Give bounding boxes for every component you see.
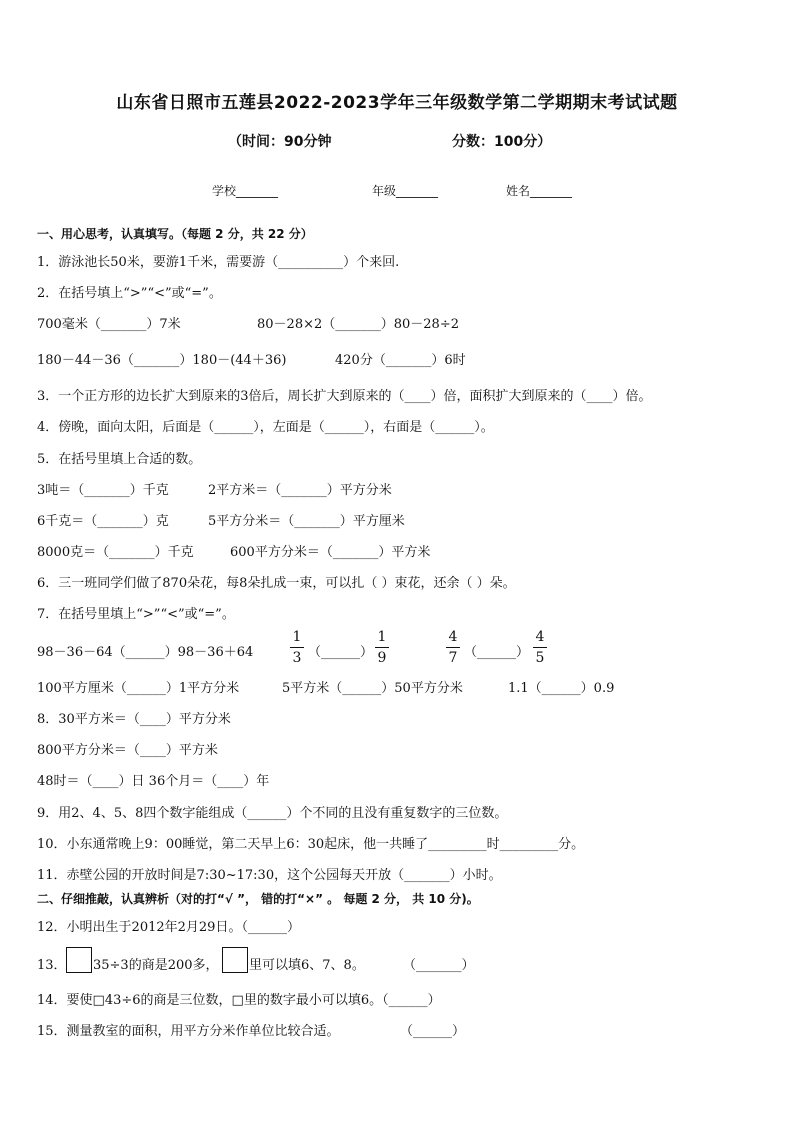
question-1: 1．游泳池长50米，要游1千米，需要游（__________）个来回. — [37, 255, 400, 270]
fraction-one-ninth: 1 9 — [375, 628, 389, 667]
grade-field[interactable]: 年级_______ — [372, 184, 439, 198]
question-8: 8．30平方米＝（____）平方分米 — [37, 712, 231, 727]
question-4: 4．傍晚，面向太阳，后面是（______），左面是（______），右面是（______）。 — [37, 420, 494, 435]
question-13-answer: （_______） — [403, 958, 475, 973]
question-8c: 48时＝（____）日 36个月＝（____）年 — [37, 774, 270, 789]
question-2d: 420分（_______）6时 — [335, 353, 466, 368]
question-5c: 6千克＝（_______）克 — [37, 514, 169, 529]
question-7d: 100平方厘米（______）1平方分米 — [37, 681, 240, 696]
blank-box-icon — [222, 947, 248, 973]
question-13-number: 13． — [37, 958, 67, 973]
question-12: 12．小明出生于2012年2月29日。（______） — [37, 920, 300, 935]
exam-score: 分数：100分） — [452, 134, 552, 150]
section-2-heading: 二、仔细推敲，认真辨析（对的打“√ ”， 错的打“×” 。 每题 2 分， 共 10 分)。 — [37, 892, 479, 906]
question-7: 7．在括号里填上“>”“<”或“=”。 — [37, 607, 235, 622]
fraction-four-sevenths: 4 7 — [446, 628, 460, 667]
question-14: 14．要使□43÷6的商是三位数，□里的数字最小可以填6。（______） — [37, 993, 441, 1008]
question-11: 11．赤壁公园的开放时间是7:30~17:30，这个公园每天开放（_______）小时。 — [37, 868, 502, 883]
question-2: 2．在括号填上“>”“<”或“=”。 — [37, 286, 222, 301]
blank-box-icon — [66, 947, 92, 973]
school-field[interactable]: 学校_______ — [212, 184, 279, 198]
fraction-four-fifths: 4 5 — [533, 628, 547, 667]
question-7e: 5平方米（______）50平方分米 — [282, 681, 463, 696]
question-13-text-end: 里可以填6、7、8。 — [249, 958, 365, 973]
question-15: 15．测量教室的面积，用平方分米作单位比较合适。 — [37, 1024, 340, 1039]
question-8b: 800平方分米＝（____）平方米 — [37, 743, 218, 758]
question-5: 5．在括号里填上合适的数。 — [37, 452, 202, 467]
name-field[interactable]: 姓名_______ — [506, 184, 573, 198]
question-7c-blank: （______） — [464, 645, 530, 660]
question-15-answer: （______） — [400, 1024, 466, 1039]
fraction-one-third: 1 3 — [290, 628, 304, 667]
question-7b-blank: （______） — [308, 645, 374, 660]
question-5a: 3吨＝（_______）千克 — [37, 483, 169, 498]
question-5e: 8000克＝（_______）千克 — [37, 545, 194, 560]
question-13-text: 35÷3的商是200多， — [93, 958, 219, 973]
page-title: 山东省日照市五莲县2022-2023学年三年级数学第二学期期末考试试题 — [116, 93, 678, 113]
question-7f: 1.1（______）0.9 — [508, 681, 615, 696]
question-5b: 2平方米＝（_______）平方分米 — [208, 483, 392, 498]
question-5d: 5平方分米＝（_______）平方厘米 — [208, 514, 405, 529]
question-10: 10．小东通常晚上9：00睡觉，第二天早上6：30起床，他一共睡了_________时_________分。 — [37, 837, 585, 852]
question-2a: 700毫米（_______）7米 — [37, 317, 181, 332]
question-6: 6．三一班同学们做了870朵花，每8朵扎成一束，可以扎（ ）束花，还余（ ）朵。 — [37, 576, 516, 591]
question-7a: 98－36－64（______）98－36＋64 — [37, 645, 254, 660]
question-2b: 80－28×2（_______）80－28÷2 — [257, 317, 459, 332]
question-9: 9．用2、4、5、8四个数字能组成（______）个不同的且没有重复数字的三位数。 — [37, 806, 508, 821]
exam-time: （时间：90分钟 — [228, 134, 332, 150]
question-3: 3．一个正方形的边长扩大到原来的3倍后，周长扩大到原来的（____）倍，面积扩大到原来的（____）倍。 — [37, 389, 652, 404]
question-5f: 600平方分米＝（_______）平方米 — [230, 545, 431, 560]
section-1-heading: 一、用心思考，认真填写。（每题 2 分，共 22 分） — [37, 227, 313, 241]
question-2c: 180－44－36（_______）180－(44＋36) — [37, 353, 287, 368]
